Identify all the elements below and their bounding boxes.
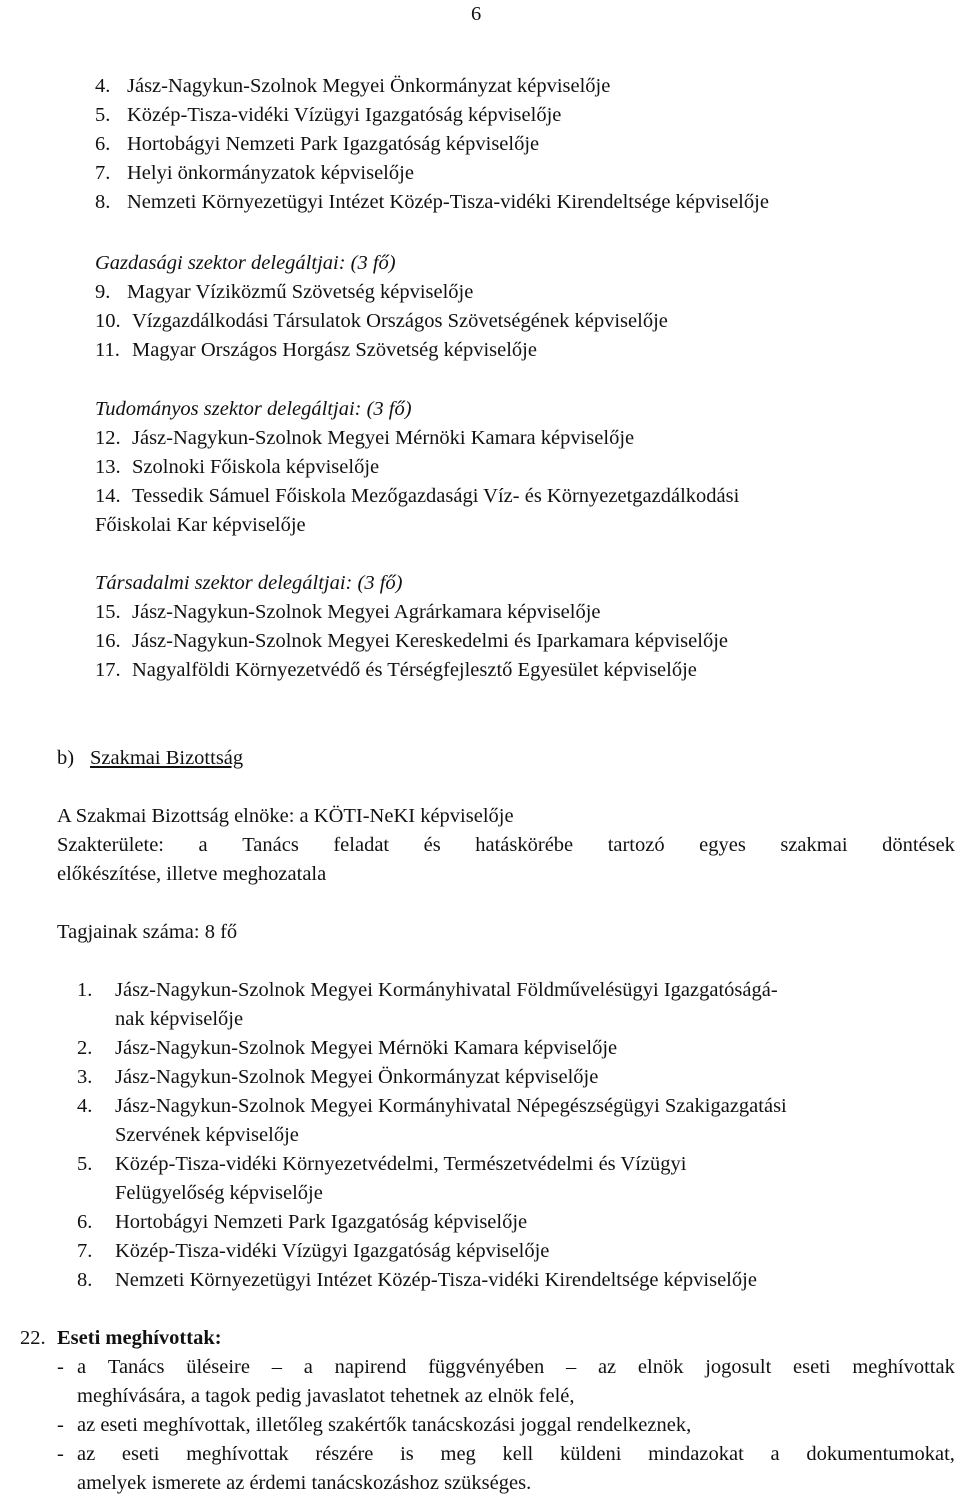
list-item: 7. Helyi önkormányzatok képviselője [95,162,414,184]
list-item: 11. Magyar Országos Horgász Szövetség képviselője [95,339,537,361]
committee-members-count: Tagjainak száma: 8 fő [57,921,238,943]
committee-heading: b) Szakmai Bizottság [57,747,244,769]
list-item-continuation: Főiskolai Kar képviselője [95,514,306,536]
list-item: 17. Nagyalföldi Környezetvédő és Térségfejlesztő Egyesület képviselője [95,659,697,681]
list-item: 15. Jász-Nagykun-Szolnok Megyei Agrárkamara képviselője [95,601,601,623]
invitees-title: Eseti meghívottak: [57,1327,222,1349]
list-item: 7. Közép-Tisza-vidéki Vízügyi Igazgatóság képviselője [77,1240,550,1262]
invitee-bullet-3: az eseti meghívottak részére is meg kell küldeni mindazokat a dokumentumokat, [77,1443,955,1465]
list-item: 4. Jász-Nagykun-Szolnok Megyei Önkormányzat képviselője [95,75,611,97]
page-number: 6 [471,3,482,25]
committee-chair: A Szakmai Bizottság elnöke: a KÖTI-NeKI képviselője [57,805,514,827]
section-heading: Tudományos szektor delegáltjai: (3 fő) [95,398,412,420]
list-item: 8. Nemzeti Környezetügyi Intézet Közép-Tisza-vidéki Kirendeltsége képviselője [95,191,769,213]
list-item: 8. Nemzeti Környezetügyi Intézet Közép-Tisza-vidéki Kirendeltsége képviselője [77,1269,757,1291]
list-item: 1. Jász-Nagykun-Szolnok Megyei Kormányhivatal Földművelésügyi Igazgatóságá- [77,979,778,1001]
bullet-dash: - [57,1443,64,1465]
section-heading: Társadalmi szektor delegáltjai: (3 fő) [95,572,403,594]
list-item: 6. Hortobágyi Nemzeti Park Igazgatóság képviselője [95,133,540,155]
invitee-bullet-3-line2: amelyek ismerete az érdemi tanácskozáshoz szükséges. [77,1472,532,1494]
list-item: 4. Jász-Nagykun-Szolnok Megyei Kormányhivatal Népegészségügyi Szakigazgatási [77,1095,787,1117]
list-item: 5. Közép-Tisza-vidéki Környezetvédelmi, Természetvédelmi és Vízügyi [77,1153,687,1175]
list-item: 9. Magyar Víziközmű Szövetség képviselője [95,281,474,303]
committee-scope: Szakterülete: a Tanács feladat és hatáskörébe tartozó egyes szakmai döntések [57,834,955,856]
bullet-dash: - [57,1356,64,1378]
invitees-heading: 22. Eseti meghívottak: [20,1327,222,1349]
list-item: 16. Jász-Nagykun-Szolnok Megyei Kereskedelmi és Iparkamara képviselője [95,630,729,652]
list-item: 14. Tessedik Sámuel Főiskola Mezőgazdasági Víz- és Környezetgazdálkodási [95,485,740,507]
list-item: 13. Szolnoki Főiskola képviselője [95,456,380,478]
list-item-continuation: nak képviselője [115,1008,244,1030]
bullet-dash: - [57,1414,64,1436]
list-item: 12. Jász-Nagykun-Szolnok Megyei Mérnöki Kamara képviselője [95,427,635,449]
list-item: 3. Jász-Nagykun-Szolnok Megyei Önkormányzat képviselője [77,1066,599,1088]
invitee-bullet-2: az eseti meghívottak, illetőleg szakértők tanácskozási joggal rendelkeznek, [77,1414,692,1436]
list-item: 10. Vízgazdálkodási Társulatok Országos Szövetségének képviselője [95,310,668,332]
committee-title: Szakmai Bizottság [90,747,244,769]
invitee-bullet-1: a Tanács üléseire – a napirend függvényében – az elnök jogosult eseti meghívottak [77,1356,955,1378]
list-item: 2. Jász-Nagykun-Szolnok Megyei Mérnöki Kamara képviselője [77,1037,618,1059]
committee-scope-line2: előkészítése, illetve meghozatala [57,863,327,885]
section-heading: Gazdasági szektor delegáltjai: (3 fő) [95,252,396,274]
list-item: 6. Hortobágyi Nemzeti Park Igazgatóság képviselője [77,1211,528,1233]
invitee-bullet-1-line2: meghívására, a tagok pedig javaslatot tehetnek az elnök felé, [77,1385,575,1407]
list-item-continuation: Szervének képviselője [115,1124,299,1146]
list-item: 5. Közép-Tisza-vidéki Vízügyi Igazgatóság képviselője [95,104,562,126]
list-item-continuation: Felügyelőség képviselője [115,1182,323,1204]
